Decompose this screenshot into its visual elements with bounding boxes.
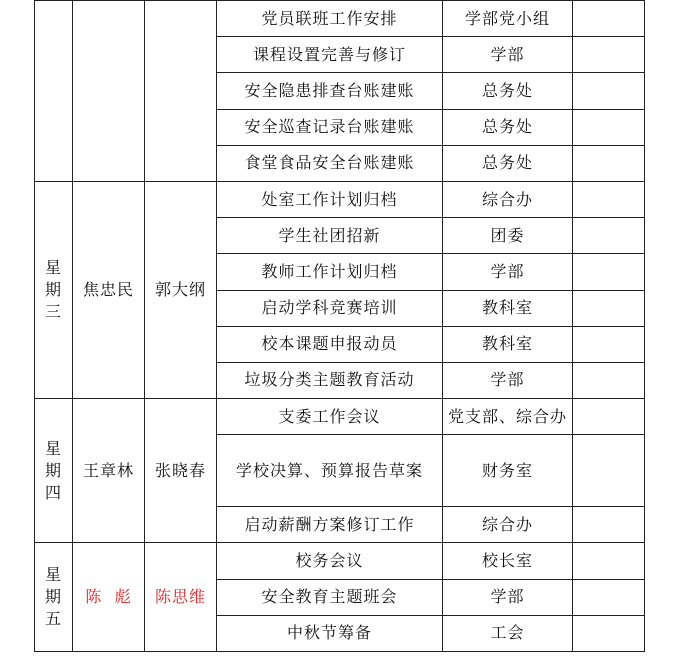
leader-cell: 焦忠民 bbox=[73, 181, 145, 398]
task-cell: 校本课题申报动员 bbox=[217, 326, 443, 362]
remark-cell bbox=[573, 109, 645, 145]
remark-cell bbox=[573, 254, 645, 290]
dept-cell: 综合办 bbox=[443, 507, 573, 543]
task-cell: 教师工作计划归档 bbox=[217, 254, 443, 290]
dept-cell: 学部 bbox=[443, 579, 573, 615]
schedule-body bbox=[35, 1, 645, 652]
dept-cell: 学部 bbox=[443, 254, 573, 290]
leader-cell: 陈 彪 bbox=[73, 543, 145, 652]
task-cell: 垃圾分类主题教育活动 bbox=[217, 362, 443, 398]
day-cell bbox=[35, 1, 73, 182]
task-cell: 学生社团招新 bbox=[217, 218, 443, 254]
remark-cell bbox=[573, 73, 645, 109]
task-cell: 食堂食品安全台账建账 bbox=[217, 145, 443, 181]
dept-cell: 学部 bbox=[443, 362, 573, 398]
dept-cell: 教科室 bbox=[443, 290, 573, 326]
leader-cell bbox=[73, 1, 145, 182]
remark-cell bbox=[573, 326, 645, 362]
table-row bbox=[35, 1, 645, 37]
day-char: 期 bbox=[44, 460, 62, 480]
day-char: 三 bbox=[44, 302, 62, 321]
dept-cell: 财务室 bbox=[443, 435, 573, 507]
remark-cell bbox=[573, 435, 645, 507]
remark-cell bbox=[573, 507, 645, 543]
remark-cell bbox=[573, 1, 645, 37]
duty-cell bbox=[145, 1, 217, 182]
remark-cell bbox=[573, 37, 645, 73]
remark-cell bbox=[573, 615, 645, 651]
task-cell: 中秋节筹备 bbox=[217, 615, 443, 651]
remark-cell bbox=[573, 145, 645, 181]
task-cell: 启动学科竞赛培训 bbox=[217, 290, 443, 326]
table-row bbox=[35, 181, 645, 217]
dept-cell: 工会 bbox=[443, 615, 573, 651]
day-char: 五 bbox=[44, 609, 62, 629]
table-row bbox=[35, 399, 645, 435]
day-cell bbox=[35, 181, 73, 398]
dept-cell: 党支部、综合办 bbox=[443, 399, 573, 435]
task-cell: 学校决算、预算报告草案 bbox=[217, 435, 443, 507]
remark-cell bbox=[573, 290, 645, 326]
dept-cell: 学部党小组 bbox=[443, 1, 573, 37]
day-char: 星 bbox=[44, 565, 62, 585]
task-cell: 支委工作会议 bbox=[217, 399, 443, 435]
day-char: 四 bbox=[44, 482, 62, 502]
dept-cell: 总务处 bbox=[443, 109, 573, 145]
day-cell bbox=[35, 543, 73, 652]
task-cell: 党员联班工作安排 bbox=[217, 1, 443, 37]
duty-cell: 陈思维 bbox=[145, 543, 217, 652]
dept-cell: 教科室 bbox=[443, 326, 573, 362]
day-char: 星 bbox=[44, 438, 62, 458]
task-cell: 课程设置完善与修订 bbox=[217, 37, 443, 73]
remark-cell bbox=[573, 181, 645, 217]
dept-cell: 团委 bbox=[443, 218, 573, 254]
remark-cell bbox=[573, 362, 645, 398]
day-char: 星 bbox=[44, 258, 62, 277]
remark-cell bbox=[573, 399, 645, 435]
duty-cell: 郭大纲 bbox=[145, 181, 217, 398]
remark-cell bbox=[573, 218, 645, 254]
task-cell: 安全巡查记录台账建账 bbox=[217, 109, 443, 145]
leader-cell: 王章林 bbox=[73, 399, 145, 543]
dept-cell: 总务处 bbox=[443, 73, 573, 109]
day-char: 期 bbox=[44, 280, 62, 299]
dept-cell: 总务处 bbox=[443, 145, 573, 181]
task-cell: 校务会议 bbox=[217, 543, 443, 579]
dept-cell: 综合办 bbox=[443, 181, 573, 217]
remark-cell bbox=[573, 579, 645, 615]
remark-cell bbox=[573, 543, 645, 579]
task-cell: 启动薪酬方案修订工作 bbox=[217, 507, 443, 543]
table-row bbox=[35, 543, 645, 579]
day-char: 期 bbox=[44, 587, 62, 607]
task-cell: 安全隐患排查台账建账 bbox=[217, 73, 443, 109]
dept-cell: 学部 bbox=[443, 37, 573, 73]
duty-cell: 张晓春 bbox=[145, 399, 217, 543]
day-cell bbox=[35, 399, 73, 543]
dept-cell: 校长室 bbox=[443, 543, 573, 579]
schedule-table bbox=[34, 0, 645, 652]
task-cell: 处室工作计划归档 bbox=[217, 181, 443, 217]
task-cell: 安全教育主题班会 bbox=[217, 579, 443, 615]
